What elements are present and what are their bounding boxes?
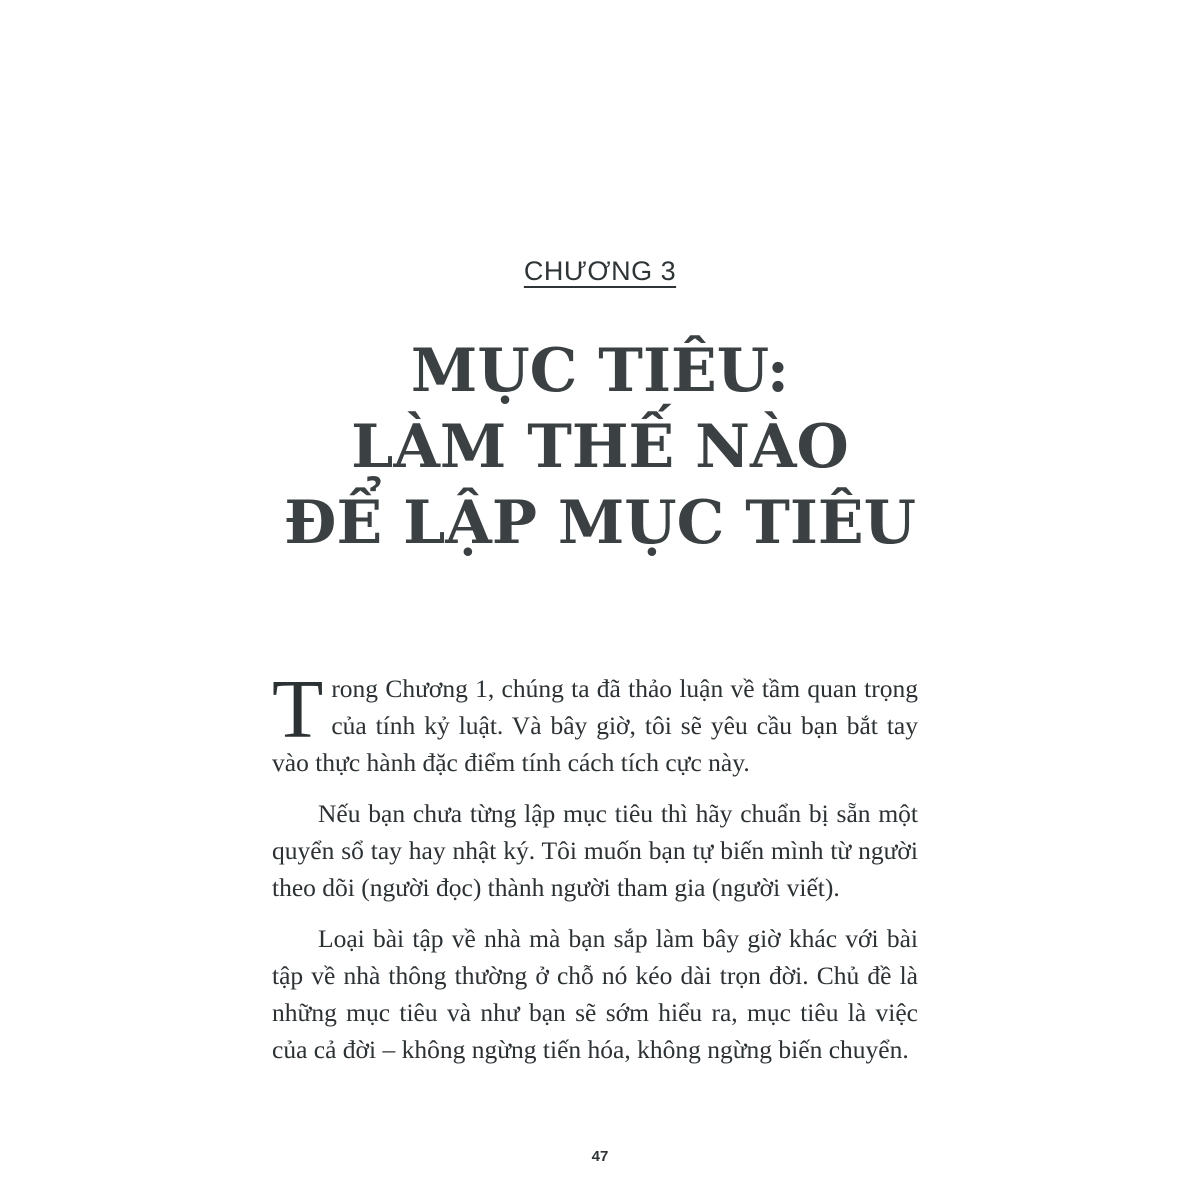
chapter-title-line-3: ĐỂ LẬP MỤC TIÊU <box>284 488 916 558</box>
chapter-title-line-1: MỤC TIÊU: <box>410 336 790 406</box>
body-text <box>272 663 918 1082</box>
paragraph-2: Nếu bạn chưa từng lập mục tiêu thì hãy chuẩn bị sẵn một quyển sổ tay hay nhật ký. Tôi muốn bạn tự biến mình từ người theo dõi (người đọc) thành người tham gia (người viết). <box>272 799 918 902</box>
paragraph-1-text: rong Chương 1, chúng ta đã thảo luận về tầm quan trọng của tính kỷ luật. Và bây giờ, tôi sẽ yêu cầu bạn bắt tay vào thực hành đặc điểm tính cách tích cực này. <box>272 674 918 777</box>
paragraph-1 <box>272 663 918 781</box>
paragraph-3: Loại bài tập về nhà mà bạn sắp làm bây giờ khác với bài tập về nhà thông thường ở chỗ nó kéo dài trọn đời. Chủ đề là những mục tiêu và như bạn sẽ sớm hiểu ra, mục tiêu là việc của cả đời – không ngừng tiến hóa, không ngừng biến chuyển. <box>272 924 918 1064</box>
page-number: 47 <box>591 1148 609 1165</box>
drop-cap: T <box>272 663 324 756</box>
chapter-title-line-2: LÀM THẾ NÀO <box>351 412 849 482</box>
chapter-label-text: CHƯƠNG 3 <box>523 256 677 286</box>
chapter-title <box>0 333 1200 561</box>
chapter-label <box>0 256 1200 287</box>
